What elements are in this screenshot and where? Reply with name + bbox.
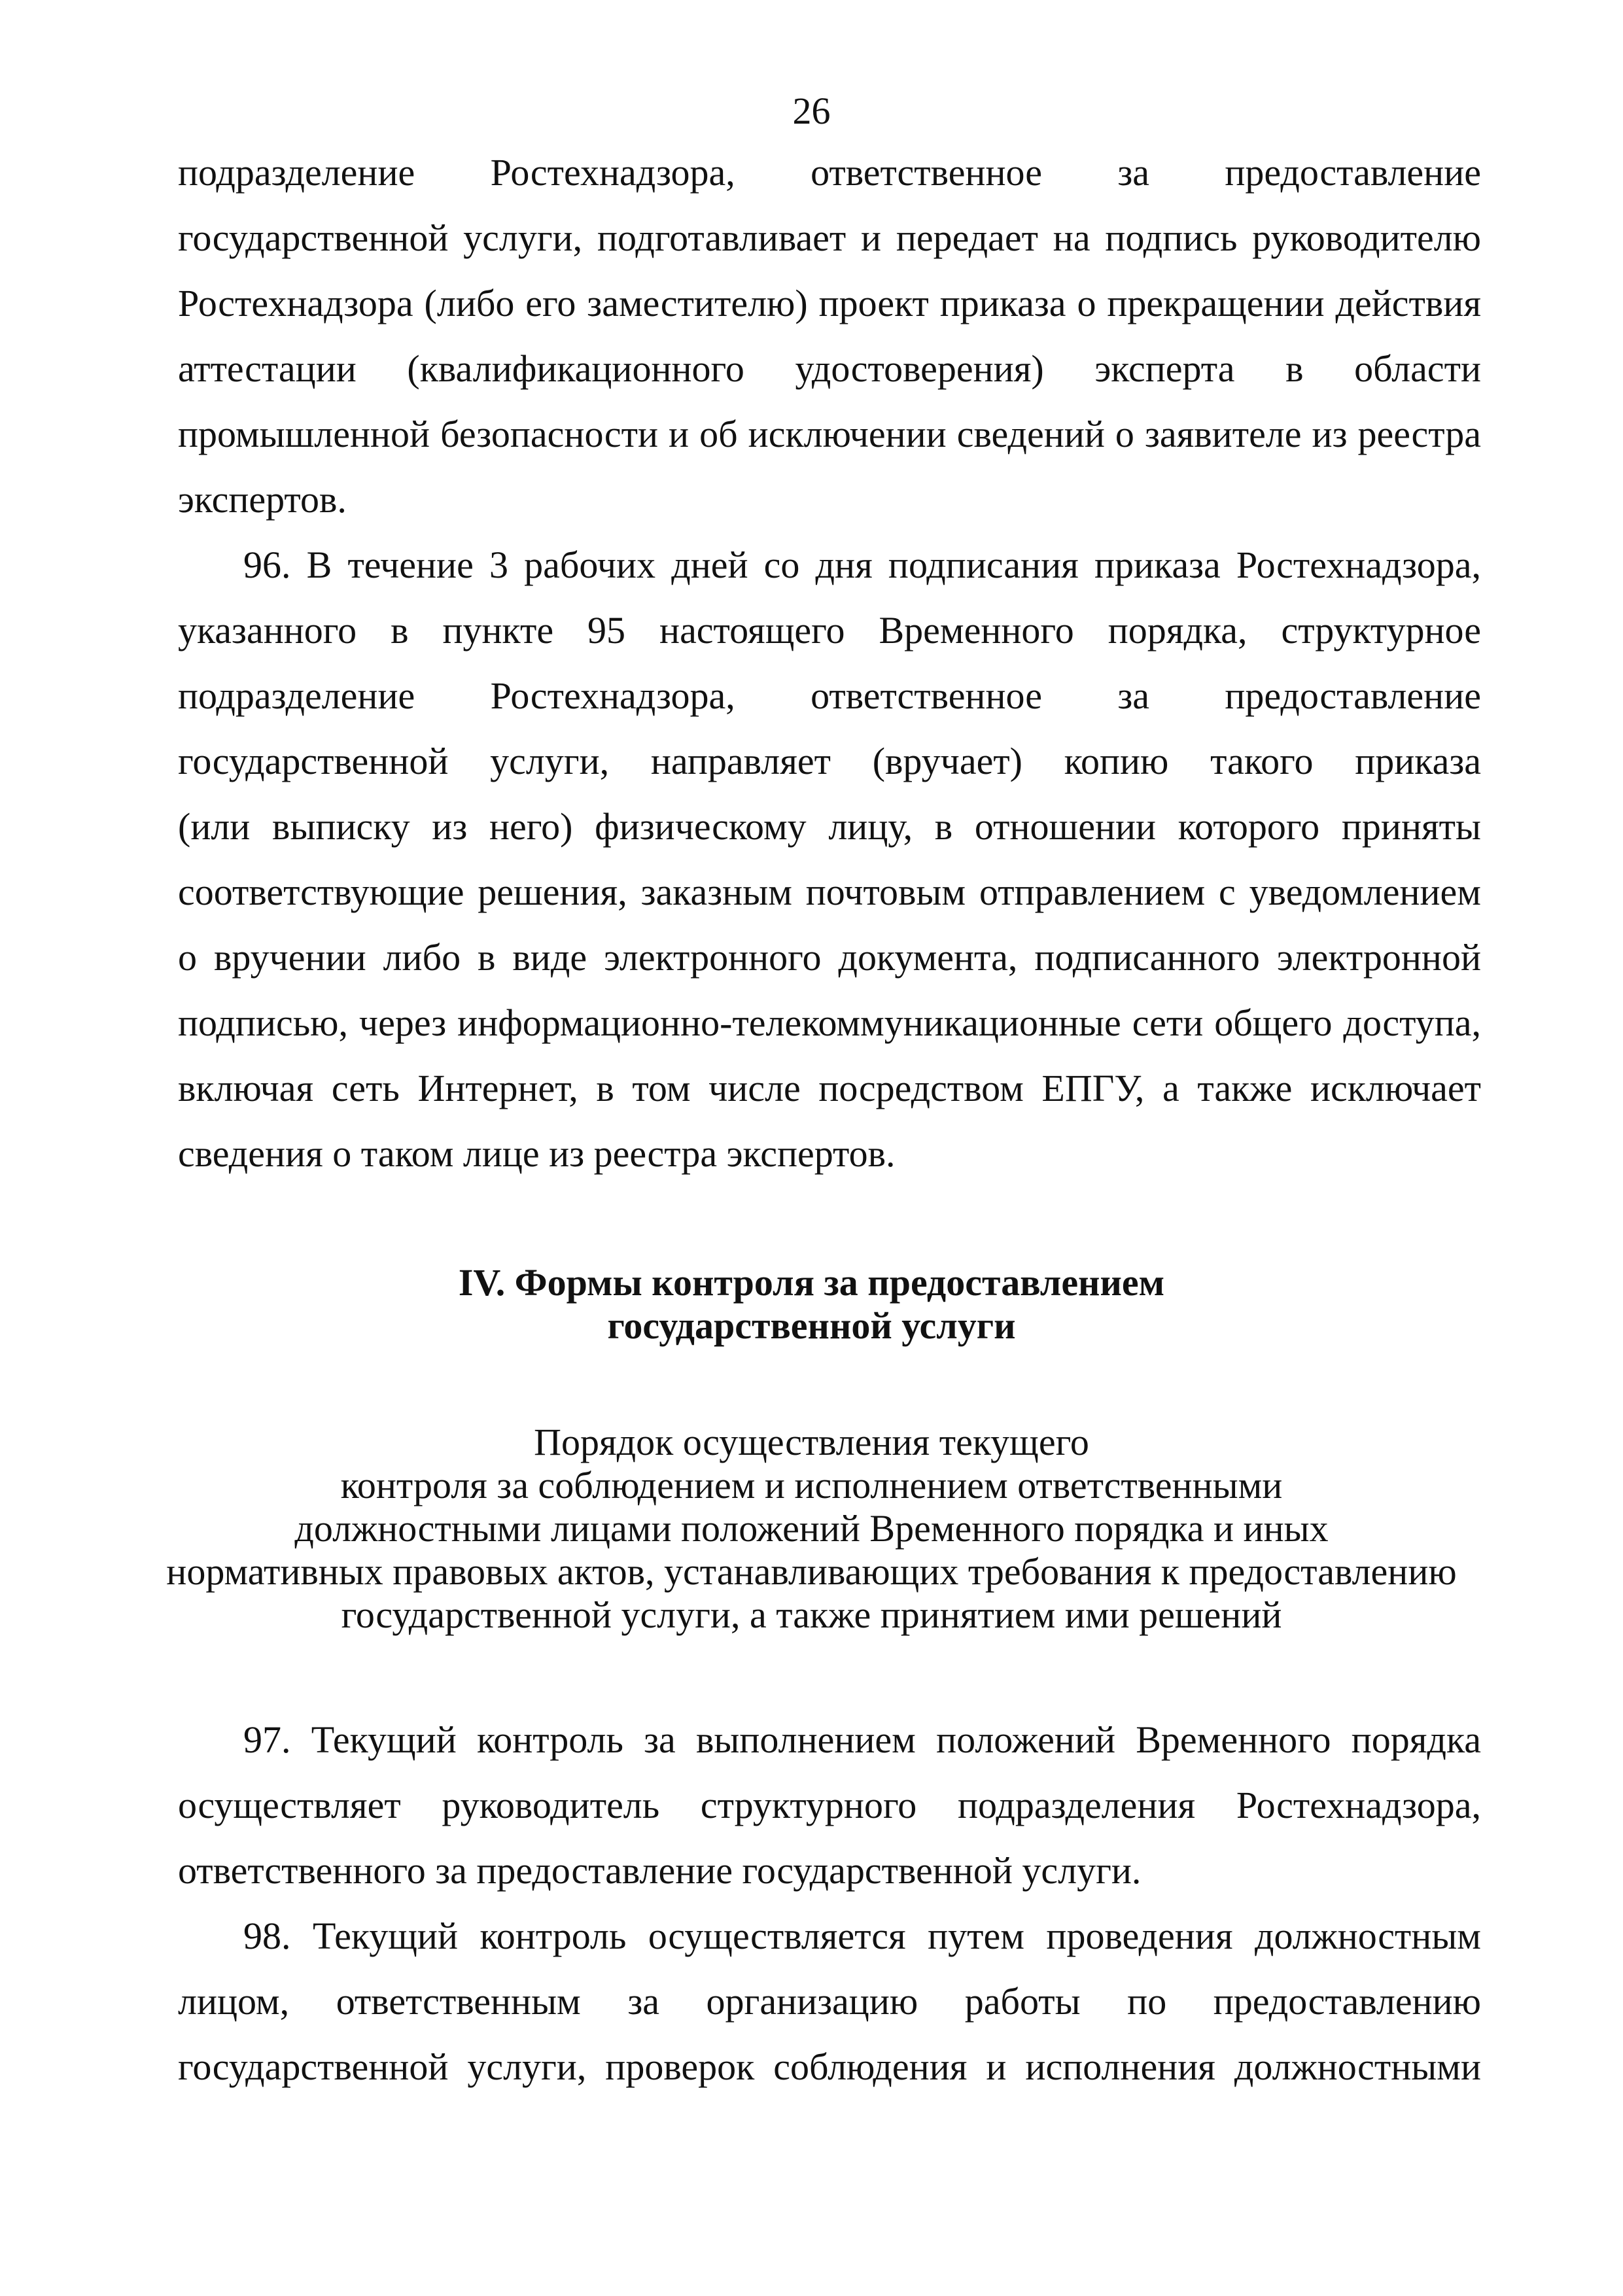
text-line: подразделение Ростехнадзора, ответственное за предоставление (178, 674, 1481, 717)
text-line: осуществляет руководитель структурного подразделения Ростехнадзора, (178, 1784, 1481, 1826)
paragraph-97 (178, 1707, 1481, 1904)
text-line: соответствующие решения, заказным почтовым отправлением с уведомлением (178, 871, 1481, 913)
text-line: о вручении либо в виде электронного документа, подписанного электронной (178, 936, 1481, 979)
text-line: лицом, ответственным за организацию работы по предоставлению (178, 1980, 1481, 2023)
text-line: 96. В течение 3 рабочих дней со дня подписания приказа Ростехнадзора, (243, 544, 1481, 586)
page-number: 26 (792, 90, 831, 132)
text-line: Ростехнадзора (либо его заместителю) проект приказа о прекращении действия (178, 282, 1481, 324)
subheading-line: нормативных правовых актов, устанавливающих требования к предоставлению (166, 1550, 1457, 1593)
text-line: государственной услуги, направляет (вручает) копию такого приказа (178, 740, 1481, 782)
text-line: государственной услуги, подготавливает и передает на подпись руководителю (178, 217, 1481, 259)
heading-line: государственной услуги (607, 1304, 1016, 1347)
subheading-line: государственной услуги, а также принятием ими решений (341, 1593, 1282, 1636)
text-line: подразделение Ростехнадзора, ответственное за предоставление (178, 151, 1481, 194)
subheading-line: Порядок осуществления текущего (534, 1421, 1089, 1463)
paragraph-98 (178, 1904, 1481, 2100)
text-line: экспертов. (178, 478, 347, 521)
text-line: промышленной безопасности и об исключении сведений о заявителе из реестра (178, 413, 1481, 455)
subsection-heading (0, 1421, 1623, 1637)
text-line: ответственного за предоставление государственной услуги. (178, 1849, 1142, 1892)
text-line: (или выписку из него) физическому лицу, в отношении которого приняты (178, 805, 1481, 848)
subheading-line: должностными лицами положений Временного порядка и иных (294, 1507, 1329, 1550)
section-heading (0, 1261, 1623, 1348)
text-line: подписью, через информационно-телекоммуникационные сети общего доступа, (178, 1001, 1481, 1044)
text-line: аттестации (квалификационного удостоверения) эксперта в области (178, 347, 1481, 390)
heading-line: IV. Формы контроля за предоставлением (458, 1261, 1165, 1304)
text-line: включая сеть Интернет, в том числе посредством ЕПГУ, а также исключает (178, 1067, 1481, 1109)
text-line: указанного в пункте 95 настоящего Временного порядка, структурное (178, 609, 1481, 652)
text-line: сведения о таком лице из реестра экспертов. (178, 1132, 896, 1175)
paragraph-continuation (178, 140, 1481, 532)
subheading-line: контроля за соблюдением и исполнением ответственными (340, 1464, 1283, 1506)
text-line: государственной услуги, проверок соблюдения и исполнения должностными (178, 2045, 1481, 2088)
text-line: 97. Текущий контроль за выполнением положений Временного порядка (243, 1718, 1481, 1761)
paragraph-96 (178, 532, 1481, 1187)
text-line: 98. Текущий контроль осуществляется путем проведения должностным (243, 1915, 1481, 1957)
